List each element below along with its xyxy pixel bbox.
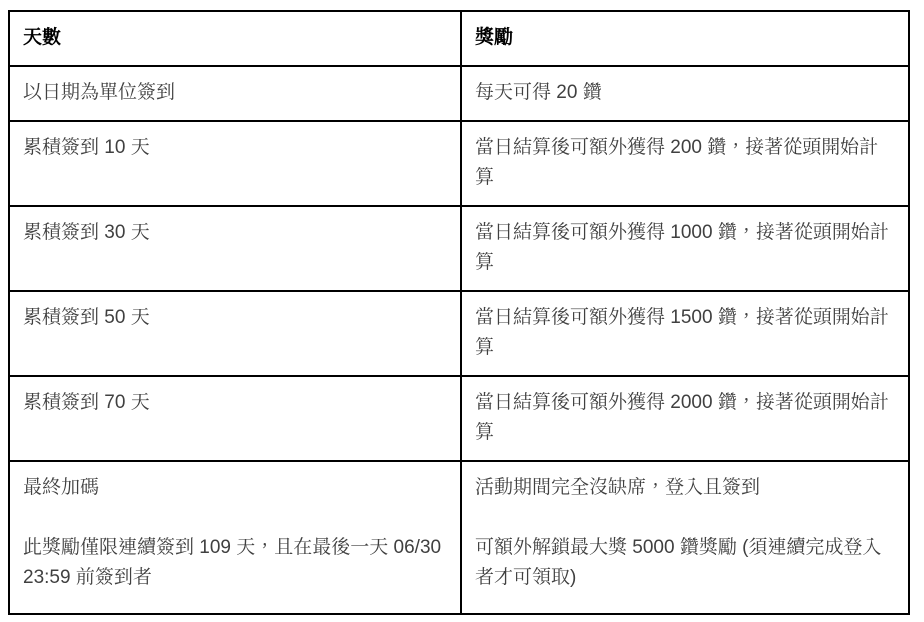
table-row (9, 461, 909, 614)
days-cell (9, 121, 461, 206)
days-text: 以日期為單位簽到 (23, 82, 176, 103)
days-text: 累積簽到 10 天 (23, 137, 150, 158)
reward-cell (461, 291, 909, 376)
table-row (9, 376, 909, 461)
table-row (9, 121, 909, 206)
days-cell (9, 461, 461, 614)
days-note-text: 此獎勵僅限連續簽到 109 天，且在最後一天 06/30 23:59 前簽到者 (23, 537, 442, 588)
reward-note-text: 可額外解鎖最大獎 5000 鑽獎勵 (須連續完成登入者才可領取) (475, 537, 882, 588)
reward-cell (461, 206, 909, 291)
reward-cell (461, 461, 909, 614)
reward-text: 當日結算後可額外獲得 1500 鑽，接著從頭開始計算 (475, 307, 889, 358)
column-header-reward: 獎勵 (461, 11, 909, 66)
reward-cell (461, 121, 909, 206)
table-row (9, 206, 909, 291)
days-text: 累積簽到 30 天 (23, 222, 150, 243)
column-header-days: 天數 (9, 11, 461, 66)
days-cell (9, 206, 461, 291)
reward-cell (461, 66, 909, 121)
days-text: 累積簽到 70 天 (23, 392, 150, 413)
table-row (9, 291, 909, 376)
days-text: 最終加碼 (23, 477, 100, 498)
reward-text: 當日結算後可額外獲得 200 鑽，接著從頭開始計算 (475, 137, 879, 188)
reward-text: 每天可得 20 鑽 (475, 82, 602, 103)
days-text: 累積簽到 50 天 (23, 307, 150, 328)
header-row (9, 11, 909, 66)
table-row (9, 66, 909, 121)
reward-cell (461, 376, 909, 461)
days-cell (9, 291, 461, 376)
reward-text: 活動期間完全沒缺席，登入且簽到 (475, 477, 761, 498)
rewards-table (8, 10, 910, 615)
reward-text: 當日結算後可額外獲得 2000 鑽，接著從頭開始計算 (475, 392, 889, 443)
days-cell (9, 376, 461, 461)
days-cell (9, 66, 461, 121)
reward-text: 當日結算後可額外獲得 1000 鑽，接著從頭開始計算 (475, 222, 889, 273)
